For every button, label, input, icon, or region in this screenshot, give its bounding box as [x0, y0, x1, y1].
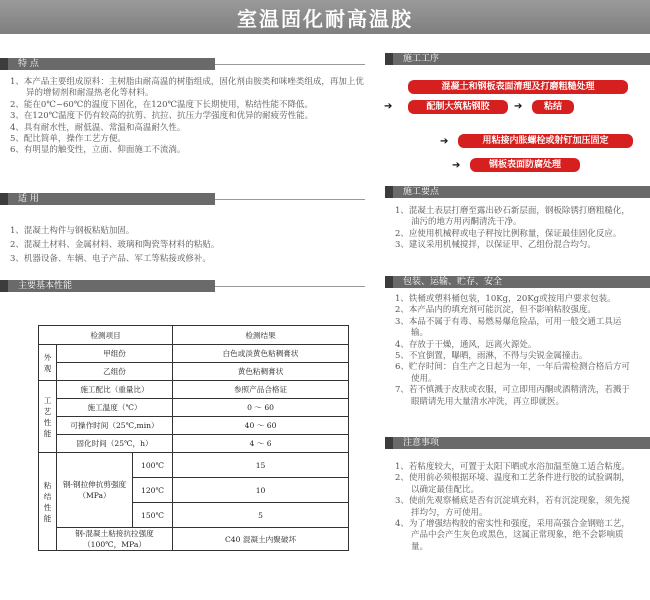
table-cell: 钢-钢拉伸抗剪强度（MPa） — [57, 453, 133, 528]
list-item: 5、不宜倒置，曝晒，雨淋，不得与尖锐金属撞击。 — [395, 351, 588, 362]
list-item: 1、铁桶或塑料桶包装，10Kg，20Kg或按用户要求包装。 — [395, 294, 616, 304]
packaging-header: 包装、运输、贮存、安全 — [385, 276, 650, 288]
list-item: 3、使前先观察桶底是否有沉淀填充料，若有沉淀现象，须先搅拌均匀，方可使用。 — [395, 496, 630, 518]
title-banner — [0, 0, 650, 34]
list-item: 4、存放于干燥，通风，远离火源处。 — [395, 339, 537, 350]
list-item: 3、建议采用机械搅拌，以保证甲、乙组份混合均匀。 — [395, 240, 596, 251]
table-cell: C40 混凝土内聚破坏 — [173, 528, 349, 551]
table-cell: 5 — [173, 503, 349, 528]
process-step-3: 粘结 — [532, 100, 574, 114]
notes-list — [395, 462, 630, 553]
notes-header: 注意事项 — [385, 437, 650, 449]
key-points-header: 施工要点 — [385, 186, 650, 198]
process-header: 施工工序 — [385, 53, 650, 65]
list-item: 6、有明显的触变性，立面、仰面施工不流淌。 — [10, 145, 186, 156]
table-cell: 可操作时间（25℃,min） — [57, 417, 173, 435]
list-item: 2、应使用机械秤或电子秤按比例称量，保证最佳固化反应。 — [395, 228, 622, 239]
table-cell: 40 ～ 60 — [173, 417, 349, 435]
table-cell: 120℃ — [133, 478, 173, 503]
divider — [215, 64, 365, 65]
list-item: 3、本品不属于有毒、易燃易爆危险品，可用一般交通工具运输。 — [395, 316, 622, 339]
table-cell: 白色或淡黄色粘稠膏状 — [173, 345, 349, 363]
list-item: 2、本产品内的填充剂可能沉淀，但不影响粘胶强度。 — [395, 305, 596, 316]
features-list — [10, 77, 370, 157]
list-item: 1、本产品主要组成原料：主树脂由耐高温的树脂组成，固化剂由胺类和咪唑类组成，再加上优异的增韧剂和耐湿热老化等材料。 — [10, 77, 364, 99]
table-cell: 0 ～ 60 — [173, 399, 349, 417]
list-item: 1、若粘度较大，可置于太阳下晒或水浴加温至施工适合粘度。 — [395, 462, 630, 472]
performance-header: 主要基本性能 — [0, 280, 215, 292]
table-cell: 15 — [173, 453, 349, 478]
table-cell: 黄色粘稠膏状 — [173, 363, 349, 381]
packaging-list — [395, 294, 630, 408]
table-cell: 100℃ — [133, 453, 173, 478]
process-step-1: 混凝土和钢板表面清理及打磨粗糙处理 — [408, 80, 628, 94]
list-item: 2、使用前必须根据环境、温度和工艺条件进行胶的试验调制，以确定最佳配比。 — [395, 473, 630, 495]
list-item: 1、混凝土表层打磨至露出砂石新层面，钢板除锈打磨粗糙化，油污的地方用丙酮清洗干净。 — [395, 206, 630, 228]
group-label-bonding: 粘结性能 — [39, 453, 57, 551]
list-item: 4、具有耐水性，耐低温、常温和高温耐久性。 — [10, 122, 186, 133]
features-header: 特 点 — [0, 58, 215, 70]
applications-list — [10, 224, 370, 266]
list-item: 3、在120℃温度下仍有较高的抗剪、抗拉、抗压力学强度和优异的耐疲劳性能。 — [10, 111, 314, 122]
process-step-2: 配制大筑粘钢胶 — [408, 100, 508, 114]
table-cell: 4 ～ 6 — [173, 435, 349, 453]
process-step-5: 钢板表面防腐处理 — [470, 158, 580, 172]
divider — [215, 199, 365, 200]
table-cell: 钢-混凝土粘接抗拉强度（100℃，MPa） — [57, 528, 173, 551]
arrow-right-icon: ➔ — [452, 160, 461, 171]
table-cell: 10 — [173, 478, 349, 503]
key-points-list — [395, 206, 630, 252]
list-item: 1、混凝土构件与钢板粘贴加固。 — [10, 226, 135, 236]
table-cell: 施工温度（℃） — [57, 399, 173, 417]
divider — [215, 286, 365, 287]
page-title: 室温固化耐高温胶 — [237, 7, 413, 31]
table-header-item: 检测项目 — [39, 326, 173, 345]
group-label-process: 工艺性能 — [39, 381, 57, 453]
performance-table — [38, 325, 349, 551]
arrow-right-icon: ➔ — [514, 101, 523, 112]
list-item: 4、为了增强结构胶的密实性和强度，采用高强合金钢赔工艺，产品中会产生灰色或黑色，这属正常现象，绝不会影响质量。 — [395, 519, 630, 552]
list-item: 5、配比简单，操作工艺方便。 — [10, 134, 126, 145]
applications-header: 适 用 — [0, 193, 215, 205]
arrow-right-icon: ➔ — [440, 136, 449, 147]
table-cell: 甲组份 — [57, 345, 173, 363]
list-item: 2、能在0℃~60℃的温度下固化，在120℃温度下长期使用，粘结性能不降低。 — [10, 99, 314, 110]
list-item: 6、贮存时间：自生产之日起为一年，一年后需检测合格后方可使用。 — [395, 362, 630, 384]
process-step-4: 用粘接内胀螺栓或射钉加压固定 — [458, 134, 633, 148]
arrow-right-icon: ➔ — [384, 101, 393, 112]
table-cell: 乙组份 — [57, 363, 173, 381]
list-item: 2、混凝土材料、金属材料、玻璃和陶瓷等材料的粘贴。 — [10, 240, 220, 250]
table-cell: 参照产品合格证 — [173, 381, 349, 399]
table-cell: 固化时间（25℃，h） — [57, 435, 173, 453]
group-label-appearance: 外观 — [39, 345, 57, 381]
list-item: 7、若不慎溅于皮肤或衣服，可立即用丙酮或酒精清洗，若溅于眼睛请先用大量清水冲洗，再立即就医。 — [395, 385, 630, 407]
table-header-result: 检测结果 — [173, 326, 349, 345]
table-cell: 施工配比（重量比） — [57, 381, 173, 399]
list-item: 3、机器设备、车辆、电子产品、军工等粘接或修补。 — [10, 254, 211, 264]
table-cell: 150℃ — [133, 503, 173, 528]
